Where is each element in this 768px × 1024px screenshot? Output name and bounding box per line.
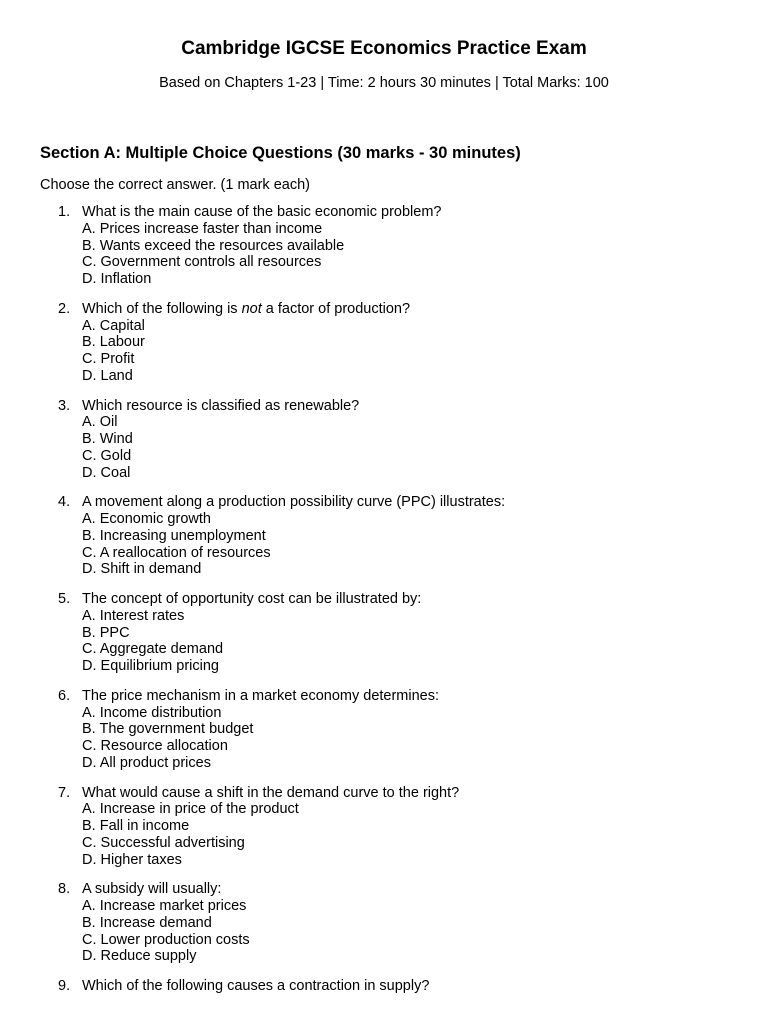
question-item xyxy=(0,398,768,482)
question-text-part: A movement along a production possibility curve (PPC) illustrates: xyxy=(82,494,506,511)
question-number: 2. xyxy=(58,300,71,317)
document-subtitle: Based on Chapters 1-23 | Time: 2 hours 30 minutes | Total Marks: 100 xyxy=(159,75,609,91)
question-number: 8. xyxy=(58,881,71,898)
answer-options xyxy=(0,221,768,288)
question-item xyxy=(0,978,768,995)
answer-options xyxy=(0,898,768,965)
answer-option: C. Resource allocation xyxy=(82,738,228,754)
answer-option: B. The government budget xyxy=(82,721,254,738)
question-number: 9. xyxy=(58,978,71,994)
question-text xyxy=(0,591,768,608)
question-text-part: The price mechanism in a market economy determines: xyxy=(82,687,440,704)
question-text-part: Which of the following causes a contraction in supply? xyxy=(82,978,430,994)
answer-option: B. Labour xyxy=(82,334,145,351)
question-item xyxy=(0,301,768,385)
answer-option: D. All product prices xyxy=(82,754,211,771)
answer-option: A. Interest rates xyxy=(82,607,185,624)
document-title: Cambridge IGCSE Economics Practice Exam xyxy=(181,38,587,59)
answer-option: A. Income distribution xyxy=(82,704,222,721)
question-text-part: What would cause a shift in the demand curve to the right? xyxy=(82,784,460,801)
answer-option: B. Fall in income xyxy=(82,818,190,834)
question-text xyxy=(0,785,768,802)
answer-option: A. Increase market prices xyxy=(82,898,247,914)
question-item xyxy=(0,204,768,288)
question-text-part: The concept of opportunity cost can be illustrated by: xyxy=(82,591,422,607)
question-text-part: Which resource is classified as renewable? xyxy=(82,397,360,414)
question-text-part: Which of the following is xyxy=(82,300,242,317)
answer-option: D. Higher taxes xyxy=(82,851,182,868)
answer-option: B. Increase demand xyxy=(82,914,212,931)
answer-options xyxy=(0,511,768,578)
question-number: 7. xyxy=(58,784,71,801)
question-text xyxy=(0,881,768,898)
question-text-emphasis: not xyxy=(241,300,262,317)
answer-option: B. PPC xyxy=(82,624,130,641)
question-text xyxy=(0,301,768,318)
question-item xyxy=(0,591,768,675)
answer-options xyxy=(0,318,768,385)
answer-options xyxy=(0,801,768,868)
answer-option: A. Economic growth xyxy=(82,511,211,527)
section-a-instruction: Choose the correct answer. (1 mark each) xyxy=(40,177,310,193)
answer-option: B. Increasing unemployment xyxy=(82,527,266,544)
question-text xyxy=(0,204,768,221)
question-number: 6. xyxy=(58,687,71,704)
answer-option: C. Aggregate demand xyxy=(82,641,224,658)
question-number: 1. xyxy=(58,204,71,220)
question-text xyxy=(0,978,768,995)
answer-option: D. Coal xyxy=(82,464,131,481)
answer-option: C. Profit xyxy=(82,351,135,367)
answer-option: D. Inflation xyxy=(82,271,152,287)
question-text xyxy=(0,398,768,415)
answer-option: D. Shift in demand xyxy=(82,561,202,578)
answer-option: C. Government controls all resources xyxy=(82,254,322,271)
question-text-part: A subsidy will usually: xyxy=(82,881,222,898)
answer-option: A. Oil xyxy=(82,414,118,431)
question-text xyxy=(0,688,768,705)
answer-option: C. Lower production costs xyxy=(82,931,250,948)
question-item xyxy=(0,688,768,772)
answer-option: A. Capital xyxy=(82,317,145,334)
answer-option: D. Land xyxy=(82,367,133,384)
answer-options xyxy=(0,705,768,772)
question-item xyxy=(0,881,768,965)
question-number: 5. xyxy=(58,591,71,607)
answer-option: B. Wind xyxy=(82,431,133,447)
answer-option: A. Increase in price of the product xyxy=(82,801,299,818)
question-text xyxy=(0,494,768,511)
answer-option: B. Wants exceed the resources available xyxy=(82,237,345,254)
answer-options xyxy=(0,608,768,675)
question-list xyxy=(0,204,768,1008)
answer-options xyxy=(0,414,768,481)
question-item xyxy=(0,785,768,869)
question-text-part: What is the main cause of the basic economic problem? xyxy=(82,204,442,220)
answer-option: C. Gold xyxy=(82,447,132,464)
answer-option: D. Reduce supply xyxy=(82,948,197,965)
question-text-part: a factor of production? xyxy=(261,300,411,317)
answer-option: D. Equilibrium pricing xyxy=(82,658,219,674)
answer-option: A. Prices increase faster than income xyxy=(82,220,323,237)
question-number: 3. xyxy=(58,397,71,414)
question-item xyxy=(0,494,768,578)
section-a-heading: Section A: Multiple Choice Questions (30 marks - 30 minutes) xyxy=(40,144,521,162)
answer-option: C. Successful advertising xyxy=(82,834,245,851)
question-number: 4. xyxy=(58,494,71,511)
answer-option: C. A reallocation of resources xyxy=(82,544,271,561)
